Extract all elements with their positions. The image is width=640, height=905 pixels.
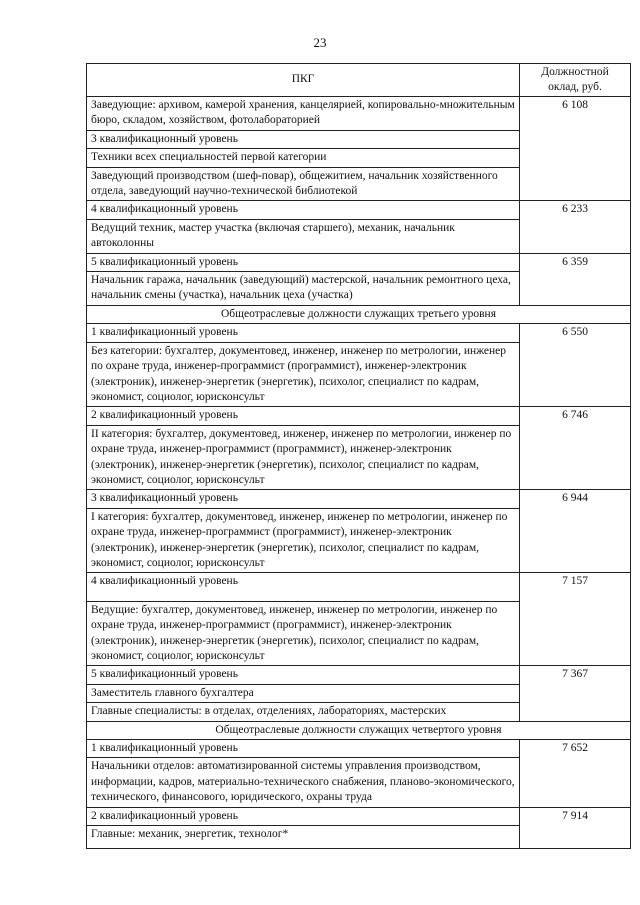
level-label: 5 квалификационный уровень — [87, 253, 520, 271]
table-row — [87, 740, 631, 758]
salary-table — [86, 63, 631, 849]
salary-value: 7 652 — [562, 742, 588, 755]
salary-value: 7 367 — [562, 668, 588, 681]
table-row — [87, 807, 631, 825]
table-row — [87, 490, 631, 508]
salary-value: 6 746 — [562, 409, 588, 422]
salary-value: 6 359 — [562, 255, 588, 268]
row-text: Ведущий техник, мастер участка (включая старшего), механик, начальник автоколонны — [87, 219, 520, 253]
salary-cell — [520, 97, 631, 201]
salary-value: 6 550 — [562, 326, 588, 339]
level-label: 4 квалификационный уровень — [87, 573, 520, 601]
level-label: 1 квалификационный уровень — [87, 324, 520, 342]
salary-cell — [520, 807, 631, 849]
level-label: 4 квалификационный уровень — [87, 201, 520, 219]
salary-value: 7 157 — [562, 575, 588, 588]
header-salary-line1: Должностной — [541, 66, 609, 78]
table-row — [87, 666, 631, 684]
table-row — [87, 253, 631, 271]
level-label: 3 квалификационный уровень — [87, 490, 520, 508]
salary-value: 6 233 — [562, 203, 588, 216]
header-pkg: ПКГ — [87, 64, 520, 97]
level-label: 5 квалификационный уровень — [87, 666, 520, 684]
salary-value: 6 108 — [562, 99, 588, 111]
row-text: Начальники отделов: автоматизированной системы управления производством, информации, кадров, материально-технического снабжения, планово-экономического, технического, финансового, юридического, охраны труда — [87, 758, 520, 807]
header-salary — [520, 64, 631, 97]
salary-value: 6 944 — [562, 492, 588, 505]
table-header-row — [87, 64, 631, 97]
row-text: Начальник гаража, начальник (заведующий) мастерской, начальник ремонтного цеха, начальник смены (участка), начальник цеха (участка) — [87, 272, 520, 306]
salary-cell — [520, 740, 631, 808]
table-row — [87, 573, 631, 601]
level-label: 1 квалификационный уровень — [87, 740, 520, 758]
row-text: Заведующий производством (шеф-повар), общежитием, начальник хозяйственного отдела, заведующий научно-технической библиотекой — [87, 167, 520, 201]
table-row — [87, 305, 631, 323]
level-label: 2 квалификационный уровень — [87, 807, 520, 825]
salary-cell — [520, 253, 631, 305]
row-text: Техники всех специальностей первой категории — [87, 149, 520, 167]
row-text: Ведущие: бухгалтер, документовед, инженер, инженер по метрологии, инженер по охране труда, инженер-программист (программист), инженер-электроник (электроник), инженер-энергетик (энергетик), психолог, специалист по кадрам, экономист, социолог, юрисконсульт — [87, 601, 520, 666]
table-row — [87, 97, 631, 131]
salary-cell — [520, 324, 631, 407]
table-row — [87, 324, 631, 342]
salary-cell — [520, 407, 631, 490]
row-text: Главные специалисты: в отделах, отделениях, лабораториях, мастерских — [87, 703, 520, 721]
level-label: 2 квалификационный уровень — [87, 407, 520, 425]
page-number: 23 — [313, 35, 327, 50]
row-text: I категория: бухгалтер, документовед, инженер, инженер по метрологии, инженер по охране труда, инженер-программист (программист), инженер-электроник (электроник), инженер-энергетик (энергетик), психолог, специалист по кадрам, экономист, социолог, юрисконсульт — [87, 508, 520, 573]
salary-cell — [520, 201, 631, 253]
row-text: Заместитель главного бухгалтера — [87, 684, 520, 702]
section-heading: Общеотраслевые должности служащих четвертого уровня — [87, 721, 631, 739]
salary-value: 7 914 — [562, 809, 588, 822]
row-text: Заведующие: архивом, камерой хранения, канцелярией, копировально-множительным бюро, складом, хозяйством, фотолабораторией — [87, 97, 520, 131]
level-label: 3 квалификационный уровень — [87, 130, 520, 148]
table-row — [87, 201, 631, 219]
salary-cell — [520, 490, 631, 573]
header-salary-line2: оклад, руб. — [548, 81, 602, 93]
salary-cell — [520, 573, 631, 666]
table-row — [87, 407, 631, 425]
table-row — [87, 721, 631, 739]
row-text: Главные: механик, энергетик, технолог* — [87, 826, 520, 849]
row-text: II категория: бухгалтер, документовед, инженер, инженер по метрологии, инженер по охране труда, инженер-программист (программист), инженер-электроник (электроник), инженер-энергетик (энергетик), психолог, специалист по кадрам, экономист, социолог, юрисконсульт — [87, 425, 520, 490]
section-heading: Общеотраслевые должности служащих третьего уровня — [87, 305, 631, 323]
salary-cell — [520, 666, 631, 721]
row-text: Без категории: бухгалтер, документовед, инженер, инженер по метрологии, инженер по охране труда, инженер-программист (программист), инженер-электроник (электроник), инженер-энергетик (энергетик), психолог, специалист по кадрам, экономист, социолог, юрисконсульт — [87, 342, 520, 407]
